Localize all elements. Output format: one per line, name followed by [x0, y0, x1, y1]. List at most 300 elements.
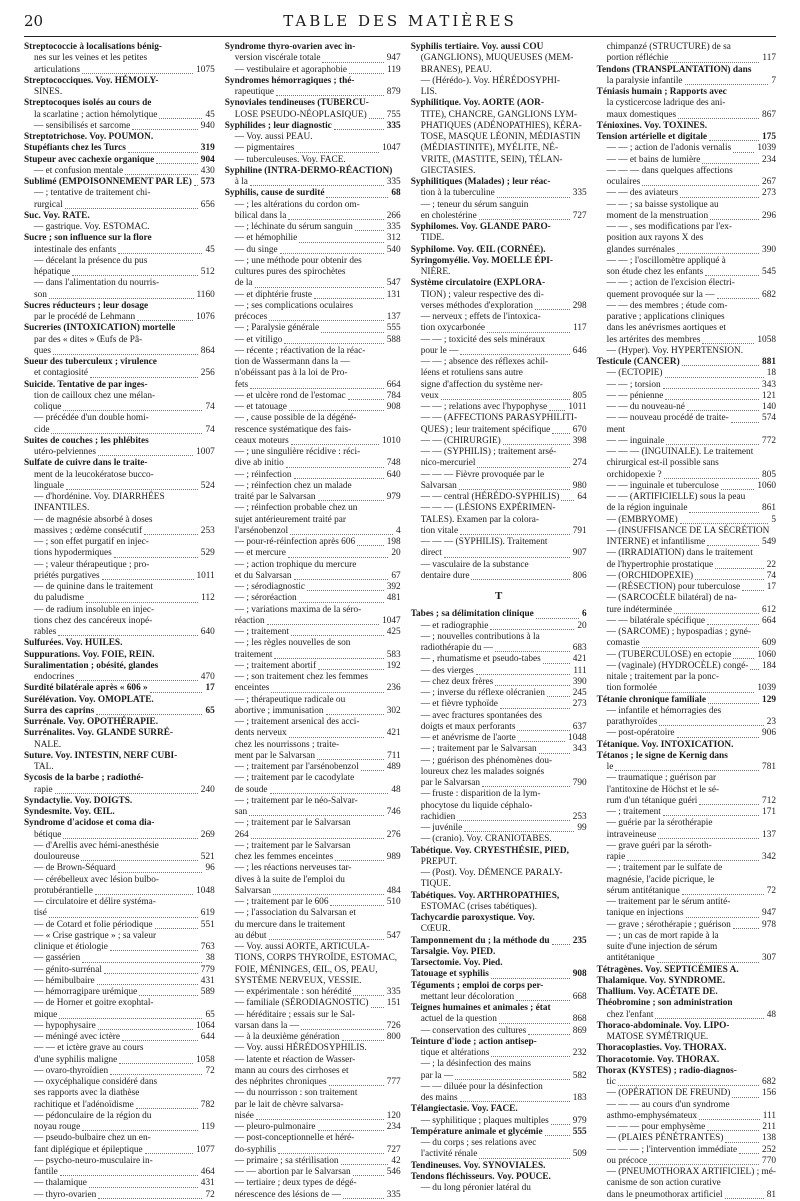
dot-leader: [658, 838, 759, 839]
dot-leader: [82, 962, 202, 963]
entry-text: Syringomyélie. Voy. MOELLE ÉPI-: [410, 255, 553, 266]
dot-leader: [145, 1153, 193, 1154]
entry-text: Tétanie chronique familiale: [596, 694, 706, 705]
entry-text: — (EMBRYOME): [606, 514, 678, 525]
entry-text: — — ; action de l'adonis vernalis: [606, 143, 732, 154]
index-entry: [411, 503, 587, 514]
index-entry: [597, 188, 776, 199]
entry-text: tions chez des cancéreux inopé-: [34, 615, 153, 626]
page-reference: 171: [762, 807, 776, 817]
entry-text: — de Brown-Séquard: [34, 863, 116, 874]
index-entry: [225, 357, 401, 368]
index-entry: [411, 1104, 587, 1115]
entry-text: — héréditaire ; essais sur le Sal-: [234, 1009, 356, 1020]
index-entry: [411, 677, 587, 688]
dot-leader: [479, 1158, 569, 1159]
index-entry: [24, 931, 215, 942]
entry-text: — — diluée pour la désinfection: [420, 1081, 543, 1092]
page-reference: 881: [762, 357, 776, 367]
entry-text: en cholestérine: [420, 210, 477, 221]
index-entry: [225, 323, 401, 334]
index-entry: [597, 267, 776, 278]
entry-text: dents nerveux: [234, 728, 287, 739]
entry-text: Sycosis de la barbe ; radiothé-: [24, 773, 144, 784]
dot-leader: [251, 838, 384, 839]
entry-text: — (Hyper). Voy. HYPERTENSION.: [606, 345, 744, 356]
dot-leader: [733, 152, 754, 153]
index-entry: [24, 368, 215, 379]
page-reference: 682: [762, 289, 776, 300]
index-entry: [225, 1066, 401, 1077]
index-entry: [597, 886, 776, 897]
entry-text: — (ORCHIDOPEXIE): [606, 570, 694, 581]
page-header: [24, 12, 776, 34]
entry-text: dentaire dure: [420, 570, 470, 581]
dot-leader: [288, 557, 389, 558]
entry-text: — dans l'alimentation du nourris-: [34, 278, 160, 289]
entry-text: Suc. Voy. RATE.: [24, 210, 90, 221]
index-entry: [411, 812, 587, 823]
index-entry: [597, 1021, 776, 1032]
page-reference: 869: [572, 1025, 587, 1036]
entry-text: TALES). Examen par la colora-: [420, 514, 539, 525]
index-entry: [24, 1190, 215, 1201]
dot-leader: [677, 737, 760, 738]
entry-text: SYSTÈME NERVEUX, VESSIE.: [234, 975, 362, 986]
dot-leader: [361, 770, 384, 771]
index-entry: [225, 200, 401, 211]
entry-text: — (OPÉRATION DE FREUND): [606, 1088, 731, 1099]
entry-text: — et vitiligo: [234, 334, 283, 345]
entry-text: l'arsénobenzol: [234, 525, 289, 536]
index-entry: [225, 616, 401, 627]
index-entry: [411, 846, 587, 857]
index-entry: [411, 560, 587, 571]
entry-text: tion vitale: [420, 525, 459, 536]
entry-text: douloureuse: [34, 852, 80, 862]
page-reference: 509: [572, 1149, 587, 1160]
index-entry: [225, 177, 401, 188]
entry-text: ou précoce: [606, 1155, 648, 1166]
entry-text: Température animale et glycémie: [410, 1126, 543, 1137]
index-entry: [411, 1161, 587, 1172]
page-reference: 335: [386, 222, 401, 232]
dot-leader: [457, 820, 569, 821]
index-entry: [24, 1043, 215, 1054]
page-reference: 335: [386, 1189, 401, 1200]
entry-text: les artérites des membres: [606, 334, 701, 345]
dot-leader: [642, 647, 759, 648]
index-entry: [24, 638, 215, 649]
index-entry: [597, 931, 776, 942]
index-entry: [225, 571, 401, 582]
dot-leader: [250, 185, 384, 186]
index-entry: [225, 863, 401, 874]
index-entry: [597, 965, 776, 976]
page-reference: 683: [572, 643, 587, 653]
page-reference: 48: [391, 784, 401, 795]
entry-text: — ; une singulière récidive : réci-: [234, 447, 361, 457]
entry-text: asthmo-emphysémateux: [606, 1110, 698, 1121]
index-entry: [225, 132, 401, 143]
index-entry: [24, 380, 215, 391]
dot-leader: [307, 590, 384, 591]
dot-leader: [518, 741, 565, 742]
index-entry: [24, 987, 215, 998]
entry-text: Tendineuses. Voy. SYNOVIALES.: [410, 1160, 546, 1171]
index-entry: [24, 42, 215, 53]
entry-text: — (TUBERCULOSE) en ectopie: [606, 649, 732, 660]
index-column-2: [225, 42, 401, 1201]
index-entry: [597, 290, 776, 301]
page-reference: 770: [762, 1155, 776, 1166]
index-entry: [411, 778, 587, 789]
entry-text: précoces: [234, 312, 268, 322]
entry-text: — ; traitement par le sulfate de: [606, 863, 723, 874]
index-entry: [597, 1145, 776, 1156]
entry-text: protubérantielle: [34, 885, 93, 896]
index-entry: [411, 65, 587, 76]
entry-text: parathyroïdes: [606, 717, 658, 727]
dot-leader: [288, 219, 383, 220]
entry-text: — — des aviateurs: [606, 188, 679, 199]
page-reference: 908: [572, 969, 587, 980]
index-entry: [597, 650, 776, 661]
index-entry: [225, 548, 401, 559]
page-reference: 232: [572, 1048, 587, 1058]
index-entry: [225, 87, 401, 98]
dot-leader: [194, 185, 198, 186]
entry-text: — génito-surrénal: [34, 964, 102, 975]
dot-leader: [674, 613, 759, 614]
entry-text: direct: [420, 548, 442, 559]
index-entry: [24, 470, 215, 481]
dot-leader: [86, 602, 198, 603]
index-entry: [225, 560, 401, 571]
page-reference: 868: [572, 1014, 587, 1025]
page-reference: 17: [205, 683, 215, 694]
page-reference: 1077: [196, 1144, 215, 1155]
index-entry: [597, 155, 776, 166]
dot-leader: [657, 962, 759, 963]
index-entry: [225, 380, 401, 391]
page-reference: 119: [201, 1122, 215, 1132]
entry-text: Surrénalites. Voy. GLANDE SURRÉ-: [24, 728, 174, 739]
page-reference: 726: [386, 1020, 401, 1031]
page-reference: 481: [386, 593, 401, 604]
page-reference: 343: [762, 379, 776, 390]
entry-text: Syndactylie. Voy. DOIGTS.: [24, 795, 133, 806]
dot-leader: [551, 1124, 570, 1125]
dot-leader: [516, 1000, 570, 1001]
entry-text: mique: [34, 1009, 58, 1020]
page-reference: 1007: [196, 447, 215, 457]
index-entry: [225, 920, 401, 931]
entry-text: — — — (SYPHILIS). Traitement: [420, 537, 548, 547]
dot-leader: [353, 1175, 384, 1176]
dot-leader: [137, 320, 193, 321]
entry-text: — ; réinfection chez un malade: [234, 480, 352, 491]
entry-text: Télangiectasie. Voy. FACE.: [410, 1104, 518, 1115]
entry-text: rum d'un tétanique guéri: [606, 795, 698, 806]
page-reference: 656: [200, 199, 215, 210]
dot-leader: [659, 725, 763, 726]
entry-text: ESTOMAC (crises tabétiques).: [420, 901, 537, 912]
page-reference: 1039: [757, 683, 776, 694]
index-entry: [597, 1088, 776, 1099]
index-entry: [24, 1066, 215, 1077]
entry-text: — — ; relations avec l'hypophyse: [420, 402, 548, 412]
entry-text: dive ab initio: [234, 458, 284, 469]
entry-text: — — — dans quelques affections: [606, 165, 733, 176]
index-entry: [597, 751, 776, 762]
index-entry: [24, 830, 215, 841]
entry-text: sujet antérieurement traité par: [234, 514, 346, 525]
entry-text: Syphilitiques (Malades) ; leur réac-: [410, 177, 551, 187]
index-entry: [225, 526, 401, 537]
dot-leader: [132, 129, 197, 130]
index-entry: [597, 368, 776, 379]
entry-text: fant diplégique et épileptique: [34, 1144, 143, 1155]
dot-leader: [349, 73, 384, 74]
index-entry: [597, 740, 776, 751]
index-entry: [597, 785, 776, 796]
page-reference: 430: [200, 165, 215, 176]
index-entry: [597, 211, 776, 222]
page-reference: 72: [205, 1189, 215, 1200]
entry-text: Streptococcie à localisations bénig-: [24, 42, 162, 52]
index-entry: [225, 875, 401, 886]
page-reference: 42: [391, 1155, 401, 1166]
index-entry: [24, 1010, 215, 1021]
page-reference: 1060: [757, 480, 776, 491]
dot-leader: [95, 894, 193, 895]
entry-text: — — central (HÉRÉDO-SYPHILIS): [420, 492, 560, 502]
index-entry: [225, 470, 401, 481]
page-reference: 252: [762, 1144, 776, 1155]
index-entry: [24, 110, 215, 121]
index-entry: [597, 1178, 776, 1189]
index-entry: [225, 717, 401, 728]
index-entry: [225, 751, 401, 762]
index-entry: [24, 458, 215, 469]
entry-text: glandes surrénales: [606, 244, 676, 255]
index-entry: [24, 785, 215, 796]
index-entry: [225, 1178, 401, 1189]
dot-leader: [490, 629, 574, 630]
entry-text: — ; la désinfection des mains: [420, 1059, 531, 1070]
page-reference: 236: [386, 683, 401, 694]
index-entry: [24, 571, 215, 582]
entry-text: sérum antitétanique: [606, 885, 680, 896]
page-reference: 96: [205, 863, 215, 874]
page-reference: 805: [572, 390, 587, 401]
entry-text: clinique et étiologie: [34, 942, 108, 952]
dot-leader: [717, 298, 759, 299]
entry-text: varsan dans la —: [234, 1020, 300, 1031]
dot-leader: [491, 1056, 569, 1057]
index-entry: [24, 616, 215, 627]
index-entry: [24, 582, 215, 593]
entry-text: — de Horner et goitre exophtal-: [34, 998, 154, 1009]
entry-text: — ; traitement par le néo-Salvar-: [234, 795, 358, 806]
entry-text: — ovaro-thyroïdien: [34, 1065, 109, 1076]
entry-text: — et mercure: [234, 548, 286, 559]
entry-text: — Voy. aussi PEAU.: [234, 132, 313, 142]
index-entry: [411, 756, 587, 767]
entry-text: Suture. Voy. INTESTIN, NERF CUBI-: [24, 750, 178, 761]
index-entry: [225, 335, 401, 346]
index-entry: [24, 98, 215, 109]
index-entry: [411, 688, 587, 699]
index-entry: [225, 661, 401, 672]
dot-leader: [666, 444, 759, 445]
page-reference: 137: [386, 312, 401, 322]
page-reference: 276: [386, 829, 401, 840]
index-entry: [411, 699, 587, 710]
page-reference: 421: [386, 728, 401, 739]
entry-text: — — — au cours d'un syndrome: [606, 1099, 730, 1110]
entry-text: — ; un cas de mort rapide à la: [606, 930, 719, 941]
page-reference: 879: [386, 87, 401, 97]
index-entry: [411, 1172, 587, 1183]
entry-text: — précédée d'un double homi-: [34, 413, 149, 424]
index-entry: [597, 526, 776, 537]
dot-leader: [110, 950, 198, 951]
index-entry: [411, 936, 587, 947]
dot-leader: [90, 377, 198, 378]
index-entry: [597, 998, 776, 1009]
entry-text: nérescence des lésions de —: [234, 1189, 342, 1200]
index-entry: [411, 391, 587, 402]
index-entry: [24, 492, 215, 503]
dot-leader: [460, 534, 570, 535]
page-reference: 978: [762, 919, 776, 930]
entry-text: — oxycéphalique considéré dans: [34, 1077, 158, 1087]
page-reference: 664: [386, 379, 401, 390]
dot-leader: [665, 399, 759, 400]
dot-leader: [51, 433, 202, 434]
index-entry: [225, 222, 401, 233]
page-reference: 68: [391, 188, 401, 199]
page-reference: 121: [762, 390, 776, 401]
index-entry: [24, 852, 215, 863]
entry-text: — (cranio). Voy. CRANIOTABES.: [420, 834, 552, 845]
page-reference: 319: [200, 143, 215, 154]
dot-leader: [721, 489, 755, 490]
entry-text: — , cause possible de la dégéné-: [234, 413, 357, 424]
entry-text: colique: [34, 402, 62, 412]
index-entry: [225, 627, 401, 638]
page-reference: 266: [386, 210, 401, 221]
entry-text: — ; thérapeutique radicale ou: [234, 694, 346, 705]
entry-text: Tension artérielle et digitale: [596, 132, 708, 142]
index-columns: [24, 42, 776, 1200]
page-reference: 609: [762, 638, 776, 649]
entry-text: — — ; l'oscillomètre appliqué à: [606, 255, 726, 266]
entry-text: san: [234, 807, 248, 817]
index-entry: [24, 976, 215, 987]
index-entry: [225, 1190, 401, 1201]
entry-text: — ; traitement: [606, 807, 661, 817]
page-reference: 1048: [568, 733, 587, 743]
entry-text: — d'hordénine. Voy. DIARRHÉES: [34, 492, 165, 502]
index-entry: [225, 492, 401, 503]
dot-leader: [49, 298, 194, 299]
entry-text: intestinale des enfants: [34, 244, 117, 255]
page-reference: 712: [762, 795, 776, 806]
index-entry: [411, 87, 587, 98]
index-entry: [597, 728, 776, 739]
dot-leader: [680, 197, 759, 198]
index-entry: [597, 627, 776, 638]
page-reference: 711: [387, 750, 401, 761]
dot-leader: [89, 1187, 198, 1188]
page-reference: 129: [762, 694, 776, 705]
index-entry: [225, 638, 401, 649]
index-entry: [597, 233, 776, 244]
entry-text: — conservation des cultures: [420, 1025, 527, 1036]
entry-text: tion oxycarbonée: [420, 323, 485, 334]
entry-text: — ; son effet purgatif en injec-: [34, 537, 149, 547]
index-entry: [411, 722, 587, 733]
entry-text: — et radiographie: [420, 620, 489, 631]
page-reference: 138: [762, 1133, 776, 1144]
entry-text: Syphilome. Voy. ŒIL (CORNÉE).: [410, 244, 546, 255]
dot-leader: [699, 804, 759, 805]
index-entry: [597, 1111, 776, 1122]
index-entry: [24, 807, 215, 818]
entry-text: ment de la leucokératose bucco-: [34, 469, 154, 480]
page-reference: 18: [766, 368, 776, 379]
dot-leader: [487, 332, 570, 333]
entry-text: portion réfléchie: [606, 53, 669, 64]
index-entry: [24, 605, 215, 616]
index-entry: [597, 87, 776, 98]
index-entry: [225, 537, 401, 548]
entry-text: — ; action trophique du mercure: [234, 559, 357, 570]
entry-text: par le Salvarsan: [420, 778, 481, 788]
entry-text: Thallium. Voy. ACÉTATE DE.: [596, 987, 718, 997]
index-entry: [411, 1037, 587, 1048]
index-entry: [597, 402, 776, 413]
entry-text: Surra des caprins: [24, 705, 95, 716]
entry-text: — ; les réactions nerveuses tar-: [234, 863, 352, 874]
dot-leader: [699, 1119, 760, 1120]
index-entry: [597, 852, 776, 863]
entry-text: — — ; toxicité des sels minéraux: [420, 334, 546, 345]
entry-text: — expérimentale : son hérédité: [234, 987, 352, 997]
page-reference: 947: [762, 908, 776, 919]
entry-text: Synoviales tendineuses (TUBERCU-: [224, 98, 369, 109]
index-entry: [24, 323, 215, 334]
page-reference: 784: [386, 390, 401, 401]
index-entry: [225, 1111, 401, 1122]
page-reference: 390: [572, 676, 587, 687]
entry-text: PHATIQUES (ADÉNOPATHIES), KÉRA-: [420, 120, 582, 131]
dot-leader: [670, 62, 759, 63]
page-reference: 65: [205, 1009, 215, 1020]
entry-text: SINES.: [34, 87, 63, 97]
dot-leader: [708, 703, 759, 704]
index-entry: [411, 357, 587, 368]
index-entry: [24, 121, 215, 132]
page-reference: 183: [572, 1093, 587, 1103]
index-entry: [411, 155, 587, 166]
entry-text: — — du nouveau-né: [606, 402, 685, 412]
index-entry: [225, 121, 401, 132]
page-reference: 392: [386, 582, 401, 592]
